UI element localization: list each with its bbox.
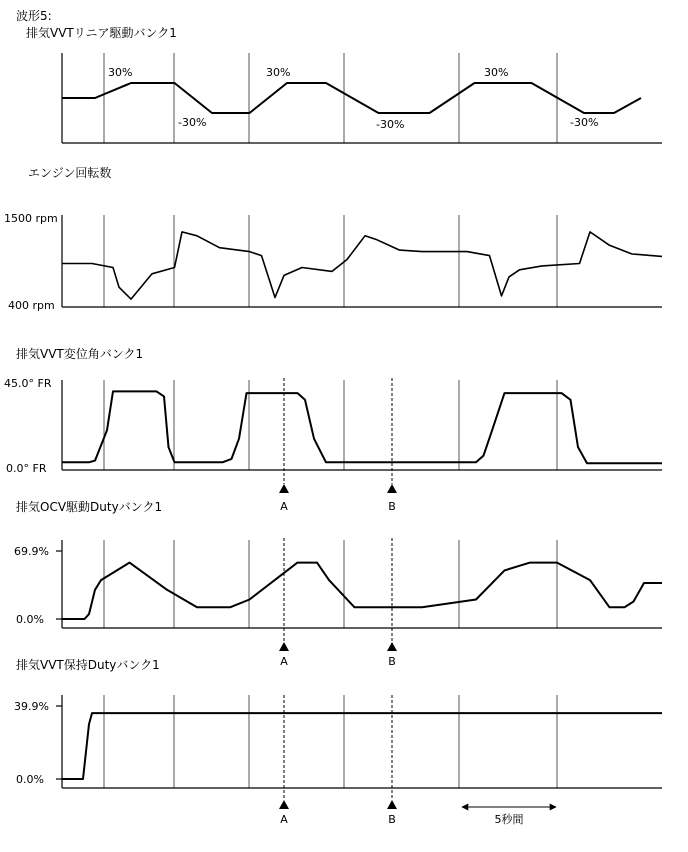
value-label-neg30-second: -30% — [376, 118, 405, 131]
marker-triangle-a-panel-4 — [279, 642, 289, 651]
marker-triangle-b-panel-5 — [387, 800, 397, 809]
marker-triangle-b-panel-3 — [387, 484, 397, 493]
series-line-engine-rpm — [62, 232, 662, 299]
y-tick-label-45deg: 45.0° FR — [4, 377, 52, 390]
y-tick-label-69.9: 69.9% — [14, 545, 49, 558]
marker-label-b-panel-3: B — [388, 500, 396, 513]
marker-label-b-panel-5: B — [388, 813, 396, 826]
panel-vvt-hold-duty — [14, 657, 662, 826]
panel-title-hold-duty: 排気VVT保持Dutyバンク1 — [16, 658, 160, 672]
y-tick-label-0-panel-4: 0.0% — [16, 613, 44, 626]
panel-vvt-linear-drive — [26, 25, 662, 143]
panel-engine-rpm — [4, 165, 662, 312]
figure-title: 波形5: — [16, 9, 52, 23]
y-tick-label-0deg: 0.0° FR — [6, 462, 47, 475]
y-tick-label-1500rpm: 1500 rpm — [4, 212, 58, 225]
value-label-neg30-third: -30% — [570, 116, 599, 129]
marker-label-a-panel-5: A — [280, 813, 288, 826]
panel-vvt-displacement-angle — [4, 346, 662, 513]
panel-title-vvt-linear-drive: 排気VVTリニア駆動バンク1 — [26, 26, 177, 40]
panel-title-vvt-displacement: 排気VVT変位角バンク1 — [16, 347, 144, 361]
marker-triangle-b-panel-4 — [387, 642, 397, 651]
gridlines-panel-2 — [104, 215, 557, 307]
y-tick-label-0-panel-5: 0.0% — [16, 773, 44, 786]
series-line-hold-duty — [62, 713, 662, 779]
time-span-label: 5秒間 — [494, 813, 524, 826]
gridlines-panel-5 — [104, 695, 557, 788]
y-tick-label-400rpm: 400 rpm — [8, 299, 55, 312]
series-line-ocv-duty — [62, 563, 662, 619]
marker-triangle-a-panel-3 — [279, 484, 289, 493]
value-label-30-first: 30% — [108, 66, 133, 79]
value-label-30-third: 30% — [484, 66, 509, 79]
panel-ocv-duty — [14, 499, 662, 668]
panel-title-engine-rpm: エンジン回転数 — [28, 166, 112, 180]
marker-triangle-a-panel-5 — [279, 800, 289, 809]
value-label-30-second: 30% — [266, 66, 291, 79]
series-line-vvt-displacement — [62, 391, 662, 463]
marker-label-a-panel-3: A — [280, 500, 288, 513]
y-tick-label-39.9: 39.9% — [14, 700, 49, 713]
gridlines-panel-4 — [104, 540, 557, 628]
marker-label-b-panel-4: B — [388, 655, 396, 668]
series-line-vvt-linear-drive — [62, 83, 641, 113]
value-label-neg30-first: -30% — [178, 116, 207, 129]
marker-label-a-panel-4: A — [280, 655, 288, 668]
panel-title-ocv-duty: 排気OCV駆動Dutyバンク1 — [16, 500, 163, 514]
